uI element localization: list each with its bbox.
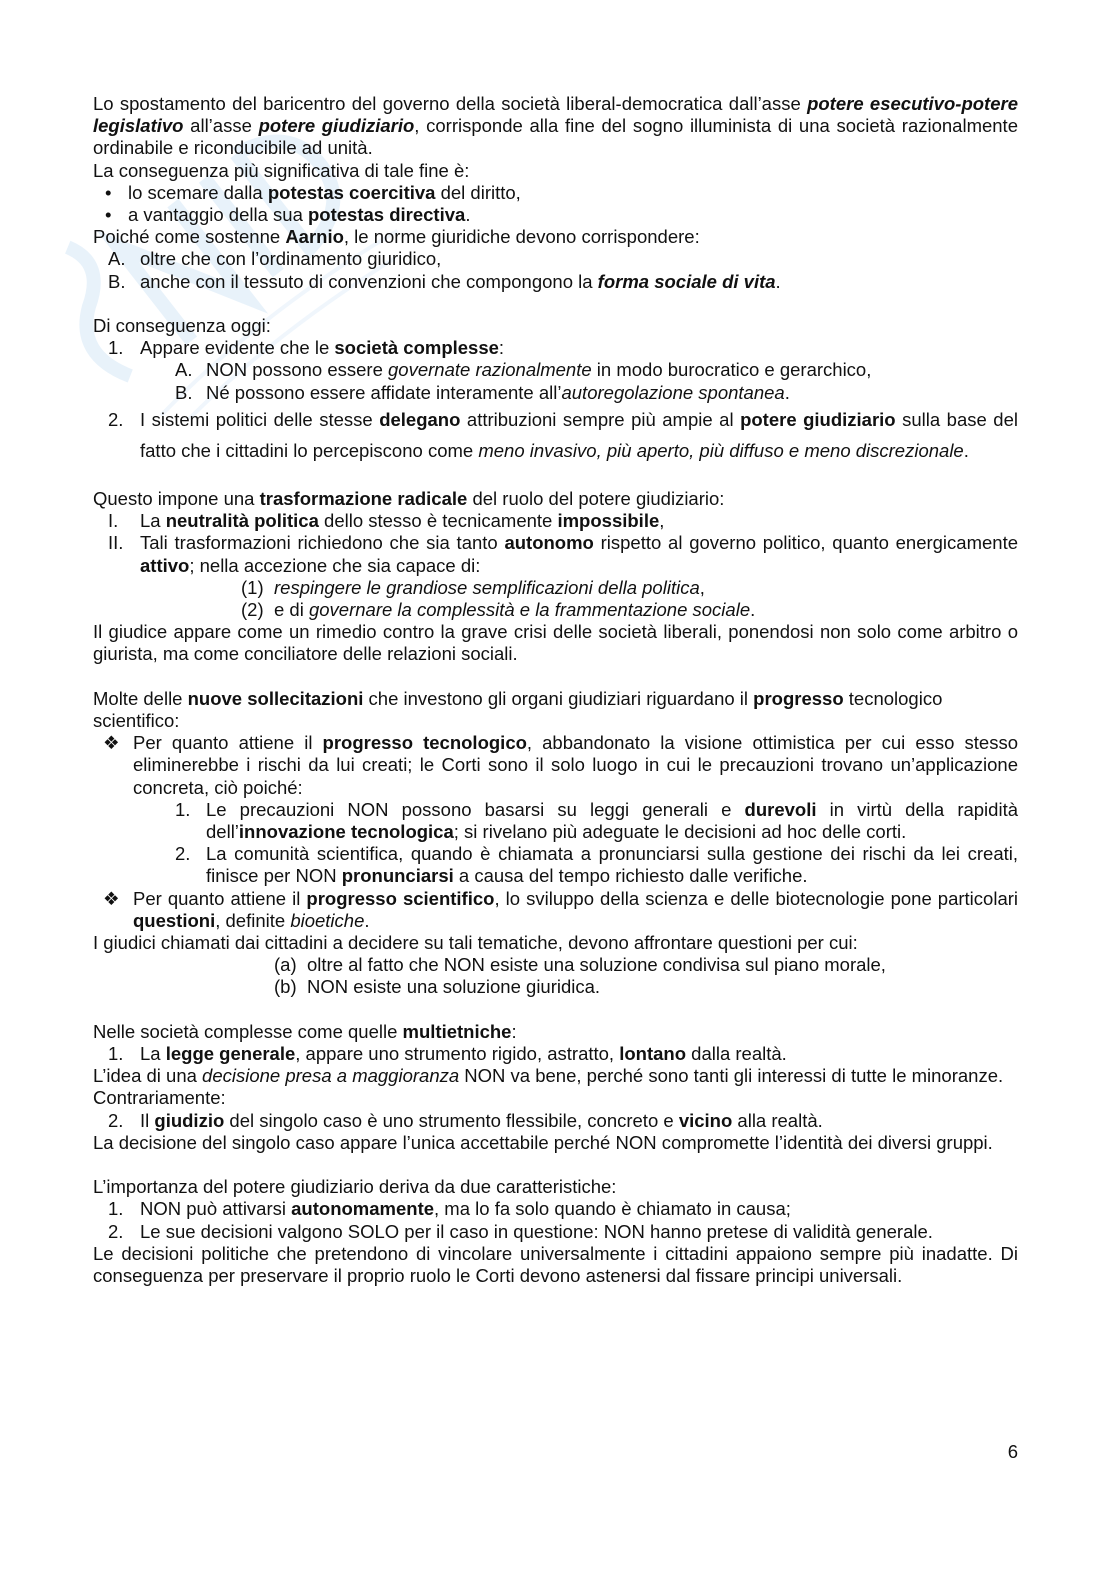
- list-item: [93, 271, 1018, 293]
- text: .: [963, 439, 969, 461]
- bold-term: legge generale: [165, 1043, 296, 1065]
- bold-term: autonomamente: [291, 1198, 435, 1220]
- text: Nelle società complesse come quelle: [93, 1020, 403, 1042]
- text: .: [364, 909, 370, 931]
- bullet-marker: •: [105, 181, 112, 203]
- bold-term: trasformazione radicale: [259, 488, 468, 510]
- text: .: [465, 204, 471, 226]
- bold-term: durevoli: [744, 798, 817, 820]
- list-item: [93, 510, 1018, 532]
- text: I sistemi politici delle stesse: [140, 408, 380, 430]
- list-marker: A.: [175, 359, 193, 381]
- text: NON va bene, perché sono tanti gli interessi di tutte le minoranze.: [459, 1065, 1004, 1087]
- text: NON esiste una soluzione giuridica.: [307, 976, 601, 998]
- text: Poiché come sostenne: [93, 226, 286, 248]
- list-item: [93, 1198, 1018, 1220]
- text: oltre che con l’ordinamento giuridico,: [140, 248, 442, 270]
- diamond-bullet-icon: ❖: [103, 887, 120, 909]
- text: ; nella accezione che sia capace di:: [189, 554, 481, 576]
- bold-term: questioni: [133, 909, 216, 931]
- bold-term: attivo: [140, 554, 190, 576]
- text: dalla realtà.: [686, 1043, 787, 1065]
- text: , corrisponde alla fine del sogno illuminista di una società razionalmente ordinabile e riconducibile ad unità.: [93, 115, 1018, 159]
- text: del diritto,: [435, 181, 521, 203]
- text: alla realtà.: [732, 1109, 823, 1131]
- text: ,: [659, 510, 665, 532]
- text: , lo sviluppo della scienza e delle biotecnologie pone particolari: [494, 887, 1018, 909]
- text: che investono gli organi giudiziari riguardano il: [363, 687, 754, 709]
- aarnio-paragraph: [93, 226, 1018, 248]
- text: Le precauzioni NON possono basarsi su leggi generali e: [206, 798, 745, 820]
- text: a vantaggio della sua: [128, 204, 308, 226]
- text: NON possono essere: [206, 359, 389, 381]
- list-marker: A.: [108, 248, 126, 270]
- text: Per quanto attiene il: [133, 732, 323, 754]
- majority-paragraph: [93, 1065, 1018, 1087]
- bullet-marker: •: [105, 204, 112, 226]
- text: .: [750, 599, 756, 621]
- closing-paragraph: Le decisioni politiche che pretendono di vincolare universalmente i cittadini appaiono sempre più inadatte. Di conseguenza per preservare il proprio ruolo le Corti devono astenersi dal fissare principi universali.: [93, 1242, 1018, 1287]
- text: del singolo caso è uno strumento flessibile, concreto e: [224, 1109, 679, 1131]
- text: :: [498, 337, 505, 359]
- list-item: [93, 888, 1018, 932]
- bold-term: potestas directiva: [308, 204, 466, 226]
- text: Appare evidente che le: [140, 337, 335, 359]
- bold-term: giudizio: [154, 1109, 225, 1131]
- text: Le sue decisioni valgono SOLO per il caso in questione: NON hanno pretese di validità generale.: [140, 1220, 933, 1242]
- italic-term: decisione presa a maggioranza: [202, 1065, 460, 1087]
- emphasis: forma sociale di vita: [597, 270, 776, 292]
- text: del ruolo del potere giudiziario:: [467, 488, 725, 510]
- text: Il: [140, 1109, 155, 1131]
- list-marker: 2.: [108, 1220, 124, 1242]
- multiethnic-paragraph: [93, 1021, 1018, 1043]
- bold-term: autonomo: [504, 532, 594, 554]
- text: tecnologico scientifico:: [93, 687, 943, 732]
- solicitations-paragraph: [93, 688, 1018, 732]
- bold-term: pronunciarsi: [341, 865, 454, 887]
- bold-term: neutralità politica: [165, 510, 319, 532]
- single-case-paragraph: La decisione del singolo caso appare l’unica accettabile perché NON compromette l’identità dei diversi gruppi.: [93, 1131, 993, 1153]
- list-item: [93, 599, 1018, 621]
- emphasis: potere giudiziario: [258, 115, 415, 137]
- text: sulla base del fatto che i cittadini lo percepiscono come: [140, 408, 1018, 461]
- list-marker: (b): [274, 976, 297, 998]
- bold-term: vicino: [678, 1109, 733, 1131]
- list-item: [93, 1043, 1018, 1065]
- text: lo scemare dalla: [128, 181, 268, 203]
- text: Questo impone una: [93, 488, 260, 510]
- list-item: [93, 359, 1018, 381]
- list-marker: 1.: [108, 337, 124, 359]
- text: , definite: [215, 909, 291, 931]
- list-marker: B.: [175, 381, 193, 403]
- text: oltre al fatto che NON esiste una soluzione condivisa sul piano morale,: [307, 954, 886, 976]
- list-item: [93, 182, 1018, 204]
- text: , appare uno strumento rigido, astratto,: [295, 1043, 620, 1065]
- text: Né possono essere affidate interamente all’: [206, 381, 562, 403]
- bold-term: delegano: [379, 408, 461, 430]
- list-marker: 2.: [108, 408, 124, 430]
- text: ,: [699, 576, 705, 598]
- importance-paragraph: L’importanza del potere giudiziario deriva da due caratteristiche:: [93, 1176, 617, 1198]
- bold-term: multietniche: [402, 1020, 512, 1042]
- text: , le norme giuridiche devono corrispondere:: [343, 226, 700, 248]
- text: a causa del tempo richiesto dalle verifiche.: [453, 865, 808, 887]
- text: Per quanto attiene il: [133, 887, 307, 909]
- text: Tali trasformazioni richiedono che sia tanto: [140, 532, 505, 554]
- list-item: [93, 337, 1018, 359]
- judge-paragraph: Il giudice appare come un rimedio contro la grave crisi delle società liberali, ponendosi non solo come arbitro o giurista, ma come conciliatore delle relazioni sociali.: [93, 621, 1018, 665]
- emphasis: potere esecutivo: [807, 93, 956, 114]
- text: L’idea di una: [93, 1065, 203, 1087]
- list-marker: 1.: [108, 1198, 124, 1220]
- transformation-paragraph: [93, 488, 1018, 510]
- list-item: [93, 843, 1018, 887]
- list-item: [93, 404, 1018, 466]
- italic-term: governate razionalmente: [388, 359, 592, 381]
- list-marker: 2.: [108, 1109, 124, 1131]
- text: .: [784, 381, 790, 403]
- list-item: [93, 1110, 1018, 1132]
- text: .: [775, 270, 781, 292]
- text: in virtù della rapidità dell’: [206, 798, 1018, 843]
- text: dello stesso è tecnicamente: [318, 510, 558, 532]
- list-marker: (2): [241, 599, 264, 621]
- text: La: [140, 1043, 166, 1065]
- text: La comunità scientifica, quando è chiamata a pronunciarsi sulla gestione dei rischi da lei creati, finisce per NON: [206, 843, 1018, 887]
- list-marker: B.: [108, 270, 126, 292]
- italic-term: autoregolazione spontanea: [561, 381, 785, 403]
- bold-term: nuove sollecitazioni: [187, 687, 364, 709]
- text: rispetto al governo politico, quanto energicamente: [593, 532, 1018, 554]
- italic-term: respingere le grandiose semplificazioni della politica: [274, 576, 700, 598]
- list-item: [93, 204, 1018, 226]
- consequence-paragraph: La conseguenza più significativa di tale fine è:: [93, 159, 470, 181]
- italic-term: governare la complessità e la frammentazione sociale: [308, 599, 751, 621]
- bold-term: innovazione tecnologica: [238, 821, 454, 843]
- bold-term: progresso tecnologico: [322, 732, 527, 754]
- emphasis: -: [955, 93, 962, 114]
- list-item: [93, 577, 1018, 599]
- text: Molte delle: [93, 687, 188, 709]
- list-item: [93, 532, 1018, 576]
- text: anche con il tessuto di convenzioni che compongono la: [140, 270, 598, 292]
- list-marker: (1): [241, 576, 264, 598]
- intro-paragraph: [93, 93, 1018, 160]
- contrary-paragraph: Contrariamente:: [93, 1087, 226, 1109]
- list-marker: II.: [108, 532, 124, 554]
- list-item: [93, 248, 1018, 270]
- list-item: [93, 954, 1018, 976]
- list-item: [93, 1221, 1018, 1243]
- list-marker: (a): [274, 954, 297, 976]
- list-marker: 2.: [175, 843, 191, 865]
- diamond-bullet-icon: ❖: [103, 732, 120, 754]
- page-number: 6: [1007, 1441, 1018, 1462]
- text: :: [511, 1020, 517, 1042]
- text: , ma lo fa solo quando è chiamato in causa;: [434, 1198, 791, 1220]
- text: e di: [274, 599, 309, 621]
- italic-term: meno invasivo, più aperto, più diffuso e meno discrezionale: [478, 439, 964, 461]
- list-item: [93, 732, 1018, 799]
- text: Lo spostamento del baricentro del governo della società liberal-democratica dall’asse: [93, 93, 808, 114]
- bold-term: potere giudiziario: [740, 408, 896, 430]
- list-marker: 1.: [108, 1043, 124, 1065]
- italic-term: bioetiche: [290, 909, 365, 931]
- text: in modo burocratico e gerarchico,: [591, 359, 872, 381]
- today-paragraph: Di conseguenza oggi:: [93, 315, 271, 337]
- text: attribuzioni sempre più ampie al: [460, 408, 741, 430]
- list-marker: 1.: [175, 798, 191, 820]
- bold-term: società complesse: [334, 337, 499, 359]
- document-body: [93, 93, 1018, 1287]
- bold-term: lontano: [619, 1043, 687, 1065]
- bold-term: impossibile: [557, 510, 660, 532]
- text: , abbandonato la visione ottimistica per cui esso stesso eliminerebbe i rischi da lui creati; le Corti sono il solo luogo in cui le precauzioni trovano un’applicazione concreta, ciò poiché:: [133, 732, 1018, 798]
- emphasis: potere legislativo: [93, 93, 1018, 137]
- bold-term: progresso scientifico: [306, 887, 495, 909]
- bold-term: potestas coercitiva: [267, 181, 436, 203]
- bold-term: Aarnio: [285, 226, 344, 248]
- text: all’asse: [183, 115, 259, 137]
- bold-term: progresso: [753, 687, 844, 709]
- list-item: [93, 382, 1018, 404]
- text: La: [140, 510, 166, 532]
- list-marker: I.: [108, 510, 119, 532]
- text: NON può attivarsi: [140, 1198, 292, 1220]
- judges-paragraph: I giudici chiamati dai cittadini a decidere su tali tematiche, devono affrontare questioni per cui:: [93, 932, 858, 954]
- list-item: [93, 976, 1018, 998]
- text: ; si rivelano più adeguate le decisioni ad hoc delle corti.: [453, 821, 907, 843]
- list-item: [93, 799, 1018, 843]
